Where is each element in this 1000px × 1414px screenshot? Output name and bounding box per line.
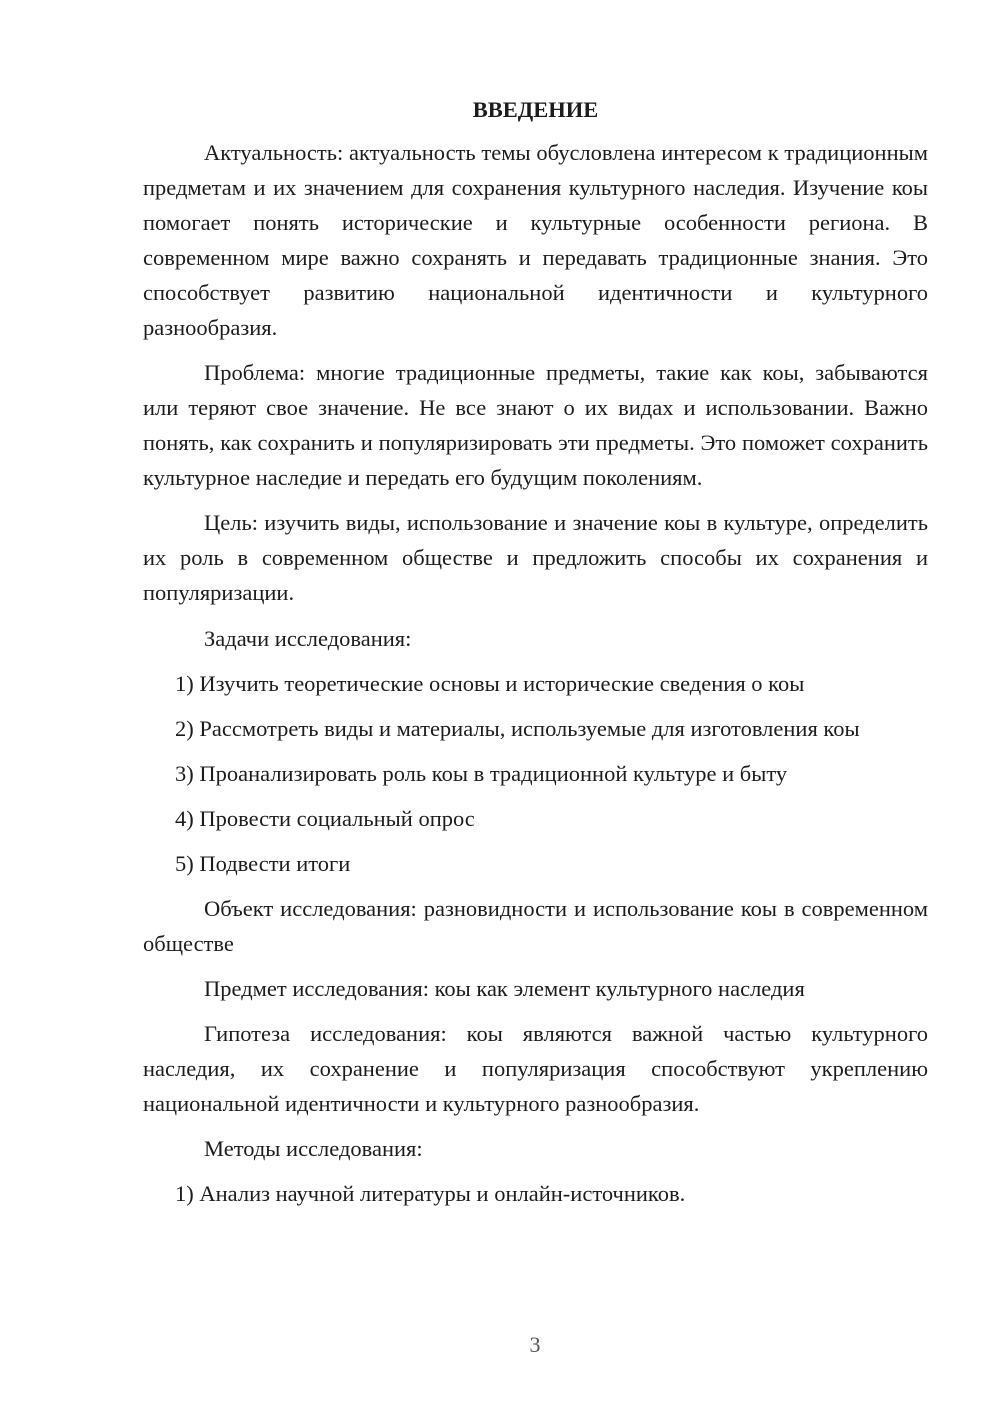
problem-paragraph: Проблема: многие традиционные предметы, такие как коы, забываются или теряют свое значение. Не все знают о их видах и использовании. Важно понять, как сохранить и популяризировать эти предметы. Это поможет сохранить культурное наследие и передать его будущим поколениям. [143, 360, 928, 490]
document-page [143, 92, 928, 1221]
methods-list [143, 1176, 928, 1211]
hypothesis-paragraph: Гипотеза исследования: коы являются важной частью культурного наследия, их сохранение и популяризация способствуют укреплению национальной идентичности и культурного разнообразия. [143, 1021, 928, 1116]
section-title: ВВЕДЕНИЕ [472, 97, 599, 122]
methods-heading: Методы исследования: [204, 1136, 423, 1161]
task-item: 3) Проанализировать роль коы в традиционной культуре и быту [175, 761, 788, 786]
relevance-paragraph: Актуальность: актуальность темы обусловлена интересом к традиционным предметам и их значением для сохранения культурного наследия. Изучение коы помогает понять исторические и культурные особенности региона. В современном мире важно сохранять и передавать традиционные знания. Это способствует развитию национальной идентичности и культурного разнообразия. [143, 140, 928, 340]
method-item: 1) Анализ научной литературы и онлайн-источников. [175, 1181, 686, 1206]
subject-paragraph: Предмет исследования: коы как элемент культурного наследия [204, 976, 805, 1001]
page-number: 3 [529, 1332, 541, 1357]
task-item: 4) Провести социальный опрос [175, 806, 475, 831]
task-item: 2) Рассмотреть виды и материалы, используемые для изготовления коы [175, 716, 860, 741]
tasks-list [143, 666, 928, 881]
task-item: 1) Изучить теоретические основы и исторические сведения о коы [175, 671, 805, 696]
task-item: 5) Подвести итоги [175, 851, 351, 876]
tasks-heading: Задачи исследования: [204, 626, 412, 651]
aim-paragraph: Цель: изучить виды, использование и значение коы в культуре, определить их роль в современном обществе и предложить способы их сохранения и популяризации. [143, 510, 928, 605]
object-paragraph: Объект исследования: разновидности и использование коы в современном обществе [143, 896, 928, 956]
